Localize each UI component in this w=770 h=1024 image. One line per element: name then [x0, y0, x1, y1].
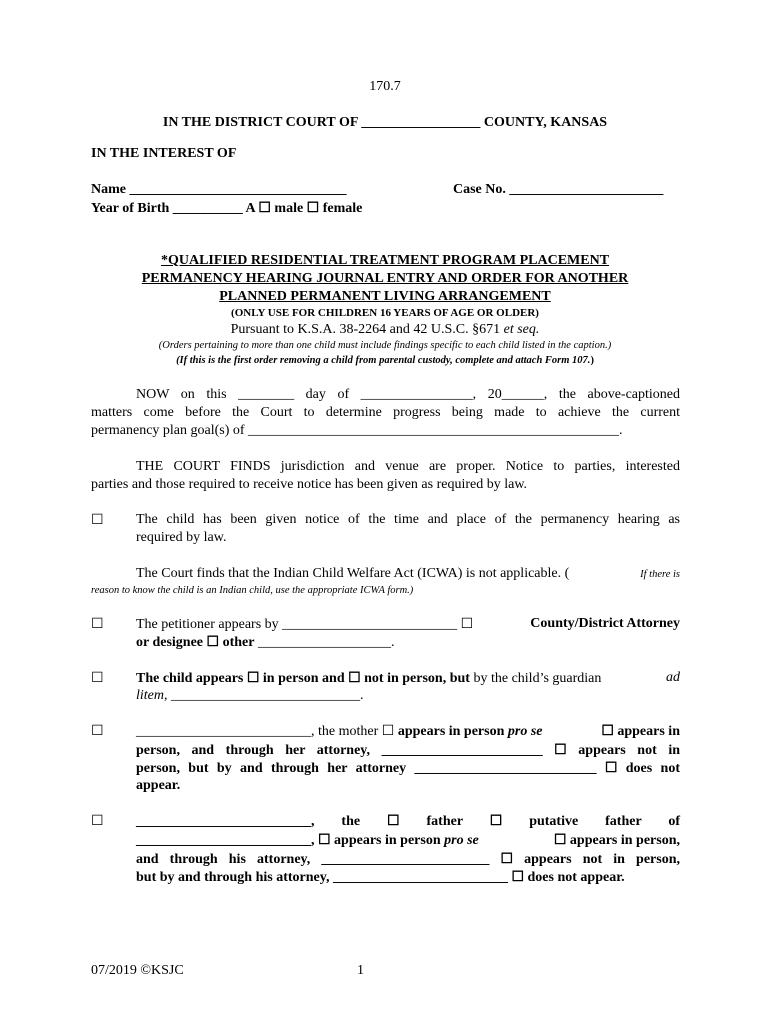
mother-appears-in: ☐ appears in	[601, 724, 680, 739]
footer-date-copyright: 07/2019 ©KSJC	[91, 963, 184, 978]
statute-et-seq: et seq.	[503, 322, 540, 337]
father-checkbox[interactable]: ☐	[91, 814, 104, 829]
finds-paragraph-line-1: THE COURT FINDS jurisdiction and venue are proper. Notice to parties, interested	[136, 459, 680, 474]
age-restriction-note: (ONLY USE FOR CHILDREN 16 YEARS OF AGE OR OLDER)	[231, 307, 539, 319]
title-line-3: PLANNED PERMANENT LIVING ARRANGEMENT	[219, 289, 551, 304]
first-order-note	[0, 355, 770, 366]
name-line: Name _______________________________	[91, 182, 347, 197]
other-blank: ___________________.	[254, 635, 395, 650]
litem-blank: , ___________________________.	[164, 688, 364, 703]
mother-line-2: person, and through her attorney, _______________________ ☐ appears not in	[136, 743, 680, 758]
year-of-birth-line: Year of Birth __________ A ☐ male ☐ female	[91, 201, 363, 216]
first-order-note-close: )	[590, 355, 594, 366]
statute-line	[0, 322, 770, 338]
now-paragraph-line-1: NOW on this ________ day of ________________, 20______, the above-captioned	[136, 387, 680, 402]
icwa-italic-text-2: reason to know the child is an Indian child, use the appropriate ICWA form.)	[91, 585, 414, 596]
first-order-note-text: (If this is the first order removing a child from parental custody, complete and attach Form 107.	[176, 355, 591, 366]
mother-name-blank: _________________________, the mother ☐	[136, 724, 398, 739]
icwa-main-text: The Court finds that the Indian Child Welfare Act (ICWA) is not applicable. (	[136, 566, 570, 581]
petitioner-line-2	[136, 634, 394, 651]
child-appears-line-2	[136, 688, 364, 704]
mother-appears-label: appears in person	[397, 724, 508, 739]
notice-item-line-2: required by law.	[136, 530, 227, 545]
father-appears-in-person: ☐ appears in person,	[553, 833, 680, 848]
notice-checkbox[interactable]: ☐	[91, 513, 104, 528]
now-paragraph-line-2: matters come before the Court to determine progress being made to achieve the current	[91, 405, 680, 420]
finds-paragraph-line-2: parties and those required to receive notice has been given as required by law.	[91, 477, 528, 492]
guardian-text: by the child’s guardian	[469, 671, 602, 686]
case-number-line: Case No. ______________________	[453, 182, 664, 197]
father-line-1: _________________________, the ☐ father ☐ putative father of	[136, 814, 680, 829]
notice-item-line-1: The child has been given notice of the time and place of the permanency hearing as	[136, 512, 680, 527]
father-line-3: and through his attorney, ________________________ ☐ appears not in person,	[136, 852, 680, 867]
designee-other-label: or designee ☐ other	[136, 635, 255, 650]
mother-checkbox[interactable]: ☐	[91, 724, 104, 739]
orders-note: (Orders pertaining to more than one child must include findings specific to each child listed in the caption.)	[158, 340, 612, 351]
county-attorney-label: County/District Attorney	[530, 616, 680, 631]
statute-text: Pursuant to K.S.A. 38-2264 and 42 U.S.C. §671	[230, 322, 501, 337]
icwa-italic-text-1: If there is	[640, 569, 680, 580]
petitioner-line-1	[136, 616, 680, 633]
icwa-line-1	[136, 566, 680, 582]
father-line-4: but by and through his attorney, _________________________ ☐ does not appear.	[136, 870, 625, 885]
child-appears-text: The child appears ☐ in person and ☐ not in person, but	[136, 671, 470, 686]
father-line-2	[136, 832, 680, 849]
interest-of-label: IN THE INTEREST OF	[91, 146, 237, 161]
page-number: 1	[357, 963, 364, 978]
father-pro-se: pro se	[444, 833, 479, 848]
petitioner-text: The petitioner appears by _________________________ ☐	[136, 617, 474, 632]
child-appears-checkbox[interactable]: ☐	[91, 671, 104, 686]
mother-pro-se: pro se	[507, 724, 543, 739]
mother-line-4: appear.	[136, 778, 181, 793]
child-appears-line-1	[136, 670, 680, 687]
title-line-2: PERMANENCY HEARING JOURNAL ENTRY AND ORDER FOR ANOTHER	[141, 271, 629, 286]
court-line: IN THE DISTRICT COURT OF _________________ COUNTY, KANSAS	[162, 115, 608, 130]
now-paragraph-line-3: permanency plan goal(s) of _____________________________________________________.	[91, 423, 623, 438]
title-line-1: *QUALIFIED RESIDENTIAL TREATMENT PROGRAM PLACEMENT	[160, 253, 610, 268]
form-number: 170.7	[369, 79, 401, 94]
petitioner-checkbox[interactable]: ☐	[91, 617, 104, 632]
mother-line-1	[136, 723, 680, 740]
ad-text: ad	[666, 670, 680, 685]
mother-line-3: person, but by and through her attorney __________________________ ☐ does not	[136, 761, 680, 776]
father-appears-text: _________________________, ☐ appears in person	[136, 833, 445, 848]
litem-text: litem	[136, 688, 164, 703]
